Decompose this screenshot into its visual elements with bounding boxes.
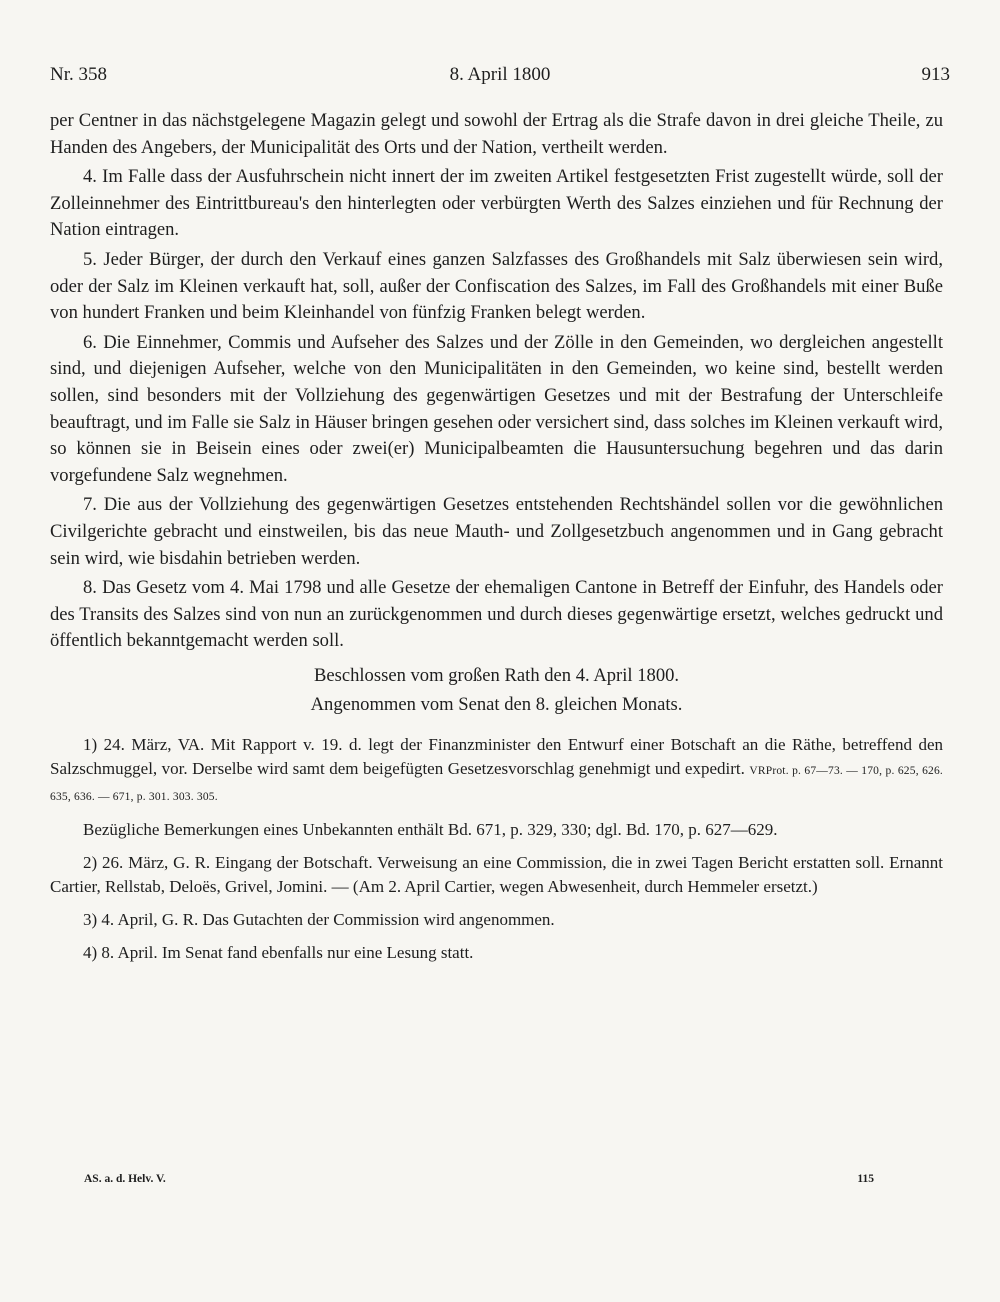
- paragraph-continuation: per Centner in das nächstgelegene Magazin gelegt und sowohl der Ertrag als die Strafe davon in drei gleiche Theile, zu Handen des Angebers, der Municipalität des Orts und der Nation, vertheilt werden.: [50, 110, 943, 158]
- sheet-number: 115: [857, 1173, 874, 1185]
- header-date: 8. April 1800: [449, 64, 551, 85]
- footnote-1-remark: Bezügliche Bemerkungen eines Unbekannten enthält Bd. 671, p. 329, 330; dgl. Bd. 170, p. 627—629.: [83, 820, 778, 840]
- article-7: 7. Die aus der Vollziehung des gegenwärtigen Gesetzes entstehenden Rechtshändel sollen vor die gewöhnlichen Civilgerichte gebracht und einstweilen, bis das neue Mauth- und Zollgesetzbuch angenommen und in Gang gebracht sein wird, wie bisdahin betrieben werden.: [50, 494, 943, 569]
- resolution-senat: Angenommen vom Senat den 8. gleichen Monats.: [310, 694, 683, 716]
- page-footer: [84, 1173, 874, 1193]
- page-header: [50, 64, 950, 94]
- article-5: 5. Jeder Bürger, der durch den Verkauf eines ganzen Salzfasses des Großhandels mit Salz überwiesen sein wird, oder der Salz im Kleinen verkauft hat, soll, außer der Confiscation des Salzes, im Fall des Großhandels mit einer Buße von hundert Franken und beim Kleinhandel von fünfzig Franken belegt werden.: [50, 248, 943, 324]
- footnote-1: [50, 733, 943, 809]
- article-8: 8. Das Gesetz vom 4. Mai 1798 und alle Gesetze der ehemaligen Cantone in Betreff der Einfuhr, des Handels oder des Transits des Salzes sind von nun an zurückgenommen und durch dieses gegenwärtige ersetzt, welches gedruckt und öffentlich bekanntgemacht werden soll.: [50, 577, 943, 652]
- footnote-1-text: 1) 24. März, VA. Mit Rapport v. 19. d. legt der Finanzminister den Entwurf einer Botschaft an die Räthe, betreffend den Salzschmuggel, vor. Derselbe wird samt dem beigefügten Gesetzesvorschlag genehmigt und expedirt.: [50, 735, 943, 779]
- main-text: [50, 108, 943, 965]
- page-number: 913: [921, 64, 950, 85]
- article-4: 4. Im Falle dass der Ausfuhrschein nicht innert der im zweiten Artikel festgesetzten Frist zugestellt würde, soll der Zolleinnehmer des Eintrittbureau's den hinterlegten oder verbürgten Werth des Salzes einziehen und für Rechnung der Nation eintragen.: [50, 166, 943, 241]
- footnote-2: 2) 26. März, G. R. Eingang der Botschaft. Verweisung an eine Commission, die in zwei Tagen Bericht erstatten soll. Ernannt Cartier, Rellstab, Deloës, Grivel, Jomini. — (Am 2. April Cartier, wegen Abwesenheit, durch Hemmeler ersetzt.): [50, 853, 943, 897]
- footnote-4: 4) 8. April. Im Senat fand ebenfalls nur eine Lesung statt.: [83, 943, 474, 963]
- signature-mark: AS. a. d. Helv. V.: [84, 1173, 166, 1185]
- footnote-1-reference: VRProt. p. 67—73. — 170, p. 625, 626. 635, 636. — 671, p. 301. 303. 305.: [50, 765, 943, 804]
- footnotes: [50, 733, 943, 965]
- resolution-grosser-rath: Beschlossen vom großen Rath den 4. April 1800.: [313, 664, 680, 686]
- document-number: Nr. 358: [50, 64, 107, 85]
- article-6: 6. Die Einnehmer, Commis und Aufseher des Salzes und der Zölle in den Gemeinden, wo dergleichen angestellt sind, und diejenigen Aufseher, welche von den Municipalitäten in den Gemeinden, wo keine sind, bestellt werden sollen, sind besonders mit der Vollziehung des gegenwärtigen Gesetzes und mit der Bestrafung der Unterschleife beauftragt, und im Falle sie Salz in Häuser bringen gesehen oder versichert sind, dass solches im Kleinen verkauft wird, so können sie in Beisein eines oder zwei(er) Municipalbeamten die Hausuntersuchung begehren und das darin vorgefundene Salz wegnehmen.: [50, 331, 943, 486]
- footnote-3: 3) 4. April, G. R. Das Gutachten der Commission wird angenommen.: [83, 910, 555, 930]
